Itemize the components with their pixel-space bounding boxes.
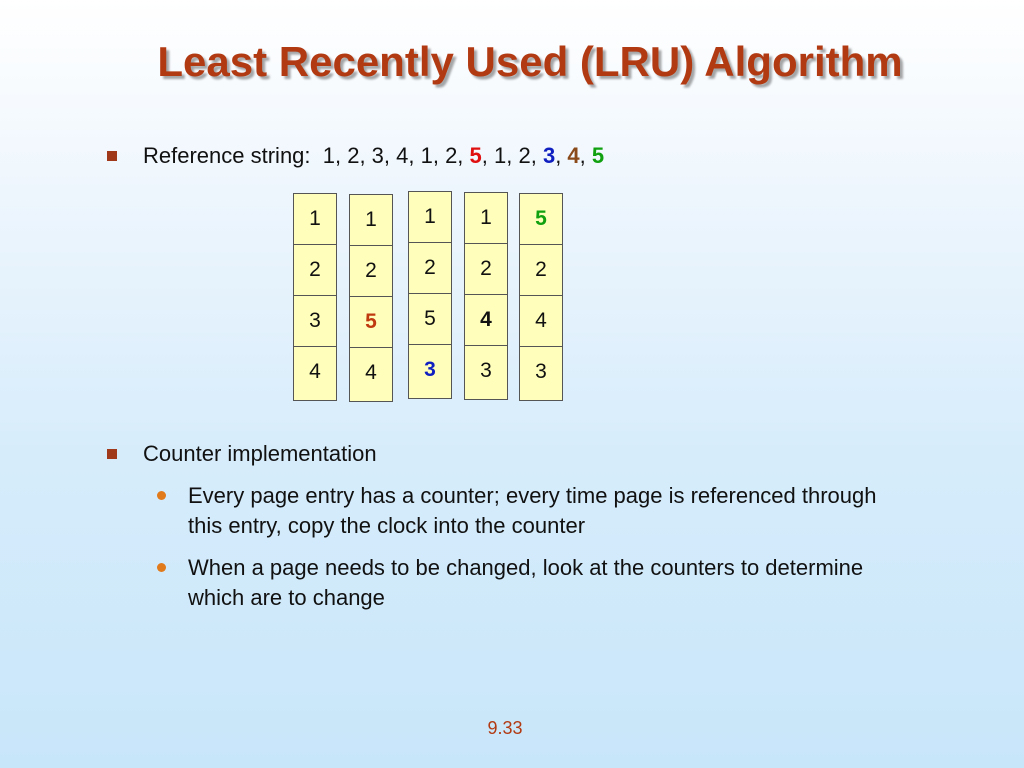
reference-string-sep2: , [579, 143, 592, 168]
ref-highlight-5-final: 5 [591, 143, 605, 168]
frame-cell: 2 [294, 245, 336, 296]
frame-cell: 1 [465, 193, 507, 244]
bullet-dot-icon [157, 491, 166, 500]
page-frame-5 [519, 193, 563, 401]
page-frame-4 [464, 192, 508, 400]
frame-cell-replaced: 5 [350, 297, 392, 348]
ref-highlight-3: 3 [542, 143, 556, 168]
frame-cell: 4 [365, 361, 377, 384]
bullet-square-icon [107, 449, 117, 459]
frame-cell: 3 [294, 296, 336, 347]
page-frame-2 [349, 194, 393, 402]
reference-string-sep1: , [555, 143, 568, 168]
frame-cell: 5 [409, 294, 451, 345]
frame-cell: 4 [520, 296, 562, 347]
frame-cell: 3 [535, 360, 547, 383]
bullet-square-icon [107, 151, 117, 161]
page-frame-1 [293, 193, 337, 401]
bullet-dot-icon [157, 563, 166, 572]
frame-cell: 1 [409, 192, 451, 243]
frame-cell: 2 [520, 245, 562, 296]
ref-highlight-5: 5 [469, 143, 482, 168]
sub-bullet-counter-lookup: When a page needs to be changed, look at the counters to determine which are to change [188, 555, 864, 610]
frame-cell-replaced: 4 [465, 295, 507, 346]
reference-string-label: Reference string: [143, 143, 311, 168]
slide-title: Least Recently Used (LRU) Algorithm [157, 38, 903, 85]
ref-highlight-4: 4 [567, 143, 580, 168]
frame-cell: 4 [309, 360, 321, 383]
frame-cell: 1 [294, 194, 336, 245]
frame-cell-replaced: 3 [424, 358, 436, 381]
counter-implementation-heading: Counter implementation [143, 441, 377, 466]
frame-cell: 1 [350, 195, 392, 246]
page-frame-3 [408, 191, 452, 399]
sub-bullet-counter-copy: Every page entry has a counter; every time page is referenced through this entry, copy the clock into the counter [188, 483, 877, 538]
frame-cell: 2 [350, 246, 392, 297]
frame-cell-replaced: 5 [520, 194, 562, 245]
reference-string-prefix: 1, 2, 3, 4, 1, 2, [322, 143, 470, 168]
slide-number: 9.33 [487, 718, 523, 738]
reference-string-mid: , 1, 2, [481, 143, 543, 168]
reference-string-line [143, 143, 604, 169]
frame-cell: 2 [409, 243, 451, 294]
frame-cell: 3 [480, 359, 492, 382]
frame-cell: 2 [465, 244, 507, 295]
